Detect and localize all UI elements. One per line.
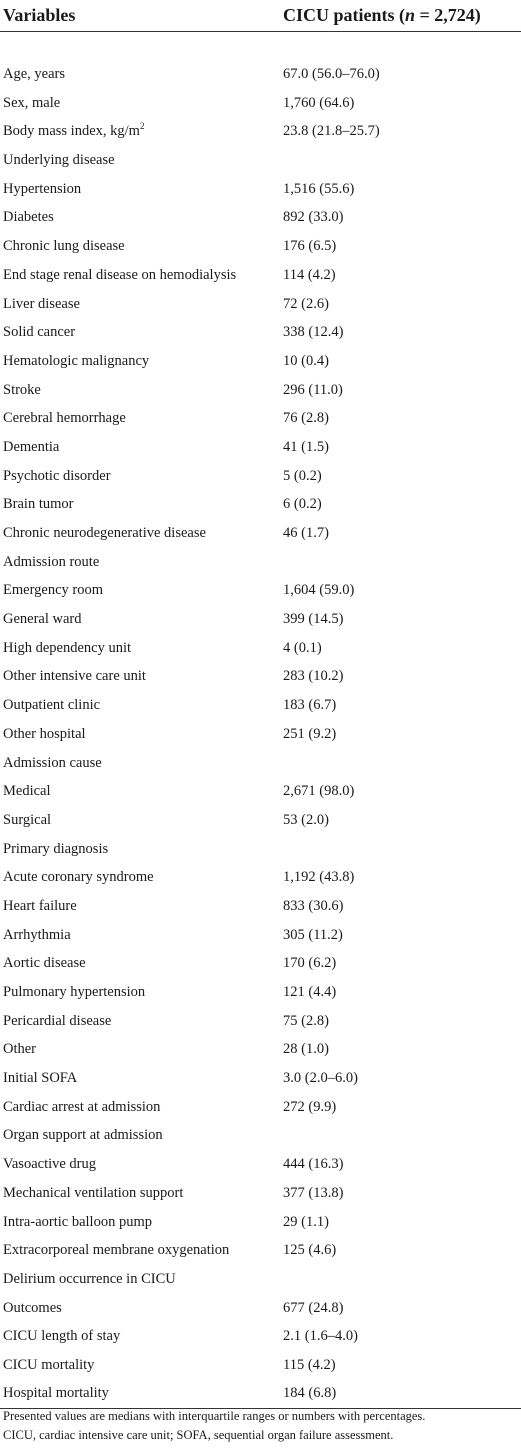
table-row bbox=[0, 950, 521, 979]
spacer-cell bbox=[0, 32, 521, 61]
row-label bbox=[0, 1294, 283, 1323]
row-value: 5 (0.2) bbox=[283, 467, 322, 484]
row-label-text: Acute coronary syndrome bbox=[3, 869, 154, 886]
row-label bbox=[0, 691, 283, 720]
row-value bbox=[283, 548, 521, 577]
table-row bbox=[0, 1007, 521, 1036]
header-prefix: CICU patients ( bbox=[283, 5, 406, 25]
table-row bbox=[0, 835, 521, 864]
row-value: 67.0 (56.0–76.0) bbox=[283, 66, 380, 83]
row-label bbox=[0, 1007, 283, 1036]
row-value: 305 (11.2) bbox=[283, 926, 343, 943]
row-value: 28 (1.0) bbox=[283, 1041, 329, 1058]
row-value: 3.0 (2.0–6.0) bbox=[283, 1070, 358, 1087]
row-label bbox=[0, 1036, 283, 1065]
table-row bbox=[0, 577, 521, 606]
table-row bbox=[0, 347, 521, 376]
row-label bbox=[0, 1093, 283, 1122]
row-value: 1,604 (59.0) bbox=[283, 582, 355, 599]
row-label bbox=[0, 863, 283, 892]
table-row bbox=[0, 232, 521, 261]
row-label bbox=[0, 1265, 283, 1294]
table-row bbox=[0, 462, 521, 491]
row-label-text: Pericardial disease bbox=[3, 1012, 112, 1029]
row-label-text: Underlying disease bbox=[3, 152, 115, 169]
row-value: 183 (6.7) bbox=[283, 697, 337, 714]
row-label bbox=[0, 146, 283, 175]
table-row bbox=[0, 1322, 521, 1351]
table-row bbox=[0, 118, 521, 147]
row-label bbox=[0, 835, 283, 864]
row-label-text: Aortic disease bbox=[3, 955, 86, 972]
table-header bbox=[0, 0, 521, 32]
row-label-text: Primary diagnosis bbox=[3, 840, 109, 857]
row-label bbox=[0, 261, 283, 290]
table-row bbox=[0, 1294, 521, 1323]
row-label-text: Arrhythmia bbox=[3, 926, 71, 943]
table-row bbox=[0, 1093, 521, 1122]
row-value: 10 (0.4) bbox=[283, 352, 329, 369]
row-label bbox=[0, 605, 283, 634]
row-label-text: Mechanical ventilation support bbox=[3, 1184, 184, 1201]
row-value: 114 (4.2) bbox=[283, 266, 336, 283]
row-label bbox=[0, 89, 283, 118]
row-value bbox=[283, 749, 521, 778]
header-row bbox=[0, 0, 521, 32]
row-label bbox=[0, 1236, 283, 1265]
row-label bbox=[0, 1064, 283, 1093]
row-value: 176 (6.5) bbox=[283, 238, 337, 255]
row-label-text: Outcomes bbox=[3, 1299, 62, 1316]
row-label bbox=[0, 806, 283, 835]
table-row bbox=[0, 1351, 521, 1380]
row-label bbox=[0, 347, 283, 376]
row-value: 121 (4.4) bbox=[283, 984, 337, 1001]
row-label-text: CICU length of stay bbox=[3, 1328, 121, 1345]
row-label-text: Outpatient clinic bbox=[3, 697, 101, 714]
row-label-text: Cerebral hemorrhage bbox=[3, 410, 126, 427]
table-row bbox=[0, 663, 521, 692]
row-label bbox=[0, 1322, 283, 1351]
row-label-text: Admission route bbox=[3, 553, 100, 570]
row-label-text: Other intensive care unit bbox=[3, 668, 146, 685]
row-label bbox=[0, 462, 283, 491]
table-row bbox=[0, 146, 521, 175]
row-value: 41 (1.5) bbox=[283, 438, 329, 455]
row-label-text: Solid cancer bbox=[3, 324, 76, 341]
row-label bbox=[0, 1179, 283, 1208]
row-label-text: Diabetes bbox=[3, 209, 54, 226]
row-label-text: Vasoactive drug bbox=[3, 1156, 97, 1173]
row-label bbox=[0, 1208, 283, 1237]
row-label-text: Brain tumor bbox=[3, 496, 74, 513]
row-label-text: Surgical bbox=[3, 811, 52, 828]
row-value: 892 (33.0) bbox=[283, 209, 344, 226]
row-label bbox=[0, 60, 283, 89]
row-label-text: Chronic neurodegenerative disease bbox=[3, 525, 206, 542]
row-value: 72 (2.6) bbox=[283, 295, 329, 312]
row-value: 833 (30.6) bbox=[283, 897, 344, 914]
row-label bbox=[0, 892, 283, 921]
table-row bbox=[0, 318, 521, 347]
table-row bbox=[0, 404, 521, 433]
row-value bbox=[283, 835, 521, 864]
row-value: 53 (2.0) bbox=[283, 811, 329, 828]
row-value: 283 (10.2) bbox=[283, 668, 344, 685]
table-row bbox=[0, 1122, 521, 1151]
row-label-text: Pulmonary hypertension bbox=[3, 984, 146, 1001]
row-label-text: Other bbox=[3, 1041, 37, 1058]
row-value bbox=[283, 146, 521, 175]
table-row bbox=[0, 204, 521, 233]
row-value: 1,516 (55.6) bbox=[283, 180, 355, 197]
table-row bbox=[0, 519, 521, 548]
header-cicu-patients bbox=[283, 0, 521, 32]
row-label-text: Organ support at admission bbox=[3, 1127, 163, 1144]
row-value: 75 (2.8) bbox=[283, 1012, 329, 1029]
row-label-text: Emergency room bbox=[3, 582, 103, 599]
table-row bbox=[0, 634, 521, 663]
table-row bbox=[0, 1380, 521, 1409]
row-label bbox=[0, 376, 283, 405]
row-label-text: Body mass index, kg/m bbox=[3, 123, 140, 140]
row-value: 125 (4.6) bbox=[283, 1242, 337, 1259]
table-row bbox=[0, 261, 521, 290]
row-label bbox=[0, 921, 283, 950]
row-value: 6 (0.2) bbox=[283, 496, 322, 513]
table-row bbox=[0, 921, 521, 950]
row-value: 2.1 (1.6–4.0) bbox=[283, 1328, 358, 1345]
row-label bbox=[0, 175, 283, 204]
table-row bbox=[0, 1036, 521, 1065]
row-label bbox=[0, 978, 283, 1007]
row-value: 338 (12.4) bbox=[283, 324, 344, 341]
row-label bbox=[0, 1380, 283, 1409]
row-label bbox=[0, 519, 283, 548]
row-label-text: CICU mortality bbox=[3, 1356, 95, 1373]
row-label bbox=[0, 290, 283, 319]
row-label bbox=[0, 433, 283, 462]
table-row bbox=[0, 175, 521, 204]
row-label bbox=[0, 404, 283, 433]
row-label-text: Medical bbox=[3, 783, 51, 800]
row-value: 29 (1.1) bbox=[283, 1213, 329, 1230]
row-label-text: High dependency unit bbox=[3, 639, 132, 656]
row-value: 399 (14.5) bbox=[283, 611, 344, 628]
table-row bbox=[0, 1208, 521, 1237]
table-row bbox=[0, 1265, 521, 1294]
row-label bbox=[0, 749, 283, 778]
row-label-text: Heart failure bbox=[3, 897, 77, 914]
row-value: 184 (6.8) bbox=[283, 1380, 521, 1409]
footnote-line-2: CICU, cardiac intensive care unit; SOFA, sequential organ failure assessment. bbox=[3, 1428, 394, 1442]
row-label-text: Dementia bbox=[3, 438, 60, 455]
row-label-text: Admission cause bbox=[3, 754, 102, 771]
table-footnote bbox=[3, 1407, 518, 1445]
table-row bbox=[0, 1179, 521, 1208]
row-value: 115 (4.2) bbox=[283, 1356, 336, 1373]
row-label bbox=[0, 950, 283, 979]
table-row bbox=[0, 777, 521, 806]
table-row bbox=[0, 60, 521, 89]
table-row bbox=[0, 376, 521, 405]
table-row bbox=[0, 806, 521, 835]
row-label-text: Chronic lung disease bbox=[3, 238, 125, 255]
table-row bbox=[0, 892, 521, 921]
footnote-line-1: Presented values are medians with interquartile ranges or numbers with percentages. bbox=[3, 1409, 426, 1423]
header-spacer bbox=[0, 32, 521, 61]
row-label bbox=[0, 1150, 283, 1179]
row-label-text: Psychotic disorder bbox=[3, 467, 111, 484]
row-value: 2,671 (98.0) bbox=[283, 783, 355, 800]
row-label-text: End stage renal disease on hemodialysis bbox=[3, 266, 237, 283]
row-value bbox=[283, 1122, 521, 1151]
row-label bbox=[0, 491, 283, 520]
row-label bbox=[0, 548, 283, 577]
row-label-text: Liver disease bbox=[3, 295, 80, 312]
table-row bbox=[0, 978, 521, 1007]
table-row bbox=[0, 89, 521, 118]
row-value: 170 (6.2) bbox=[283, 955, 337, 972]
row-value: 677 (24.8) bbox=[283, 1299, 344, 1316]
row-value: 444 (16.3) bbox=[283, 1156, 344, 1173]
row-label-text: Other hospital bbox=[3, 725, 86, 742]
row-label-superscript: 2 bbox=[139, 121, 145, 132]
row-label-text: General ward bbox=[3, 611, 82, 628]
row-label bbox=[0, 232, 283, 261]
header-n: n bbox=[405, 5, 416, 25]
table-row bbox=[0, 691, 521, 720]
table-row bbox=[0, 720, 521, 749]
table-row bbox=[0, 1150, 521, 1179]
row-value: 76 (2.8) bbox=[283, 410, 329, 427]
table-row bbox=[0, 548, 521, 577]
row-label bbox=[0, 777, 283, 806]
row-value: 251 (9.2) bbox=[283, 725, 337, 742]
row-label-text: Hypertension bbox=[3, 180, 82, 197]
row-value: 272 (9.9) bbox=[283, 1098, 337, 1115]
table-row bbox=[0, 290, 521, 319]
header-suffix: = 2,724) bbox=[415, 5, 481, 25]
table-row bbox=[0, 491, 521, 520]
table-body bbox=[0, 32, 521, 1409]
row-label bbox=[0, 634, 283, 663]
table-row bbox=[0, 1236, 521, 1265]
row-label-text: Initial SOFA bbox=[3, 1070, 78, 1087]
row-value: 1,192 (43.8) bbox=[283, 869, 355, 886]
row-label bbox=[0, 720, 283, 749]
table-row bbox=[0, 749, 521, 778]
row-label bbox=[0, 577, 283, 606]
row-value: 296 (11.0) bbox=[283, 381, 343, 398]
row-label bbox=[0, 318, 283, 347]
header-variables: Variables bbox=[0, 0, 283, 32]
table-row bbox=[0, 605, 521, 634]
row-label-text: Sex, male bbox=[3, 94, 61, 111]
row-label bbox=[0, 1351, 283, 1380]
row-label bbox=[0, 204, 283, 233]
table-row bbox=[0, 863, 521, 892]
row-label-text: Extracorporeal membrane oxygenation bbox=[3, 1242, 230, 1259]
row-label bbox=[0, 663, 283, 692]
row-value: 46 (1.7) bbox=[283, 525, 329, 542]
row-label-text: Hematologic malignancy bbox=[3, 352, 150, 369]
table-row bbox=[0, 433, 521, 462]
row-label-text: Intra-aortic balloon pump bbox=[3, 1213, 152, 1230]
row-label bbox=[0, 118, 283, 147]
row-value: 1,760 (64.6) bbox=[283, 94, 355, 111]
table-row bbox=[0, 1064, 521, 1093]
row-label-text: Hospital mortality bbox=[3, 1385, 109, 1402]
row-value: 377 (13.8) bbox=[283, 1184, 344, 1201]
row-label-text: Delirium occurrence in CICU bbox=[3, 1270, 176, 1287]
row-label-text: Stroke bbox=[3, 381, 41, 398]
row-value: 23.8 (21.8–25.7) bbox=[283, 123, 380, 140]
row-label-text: Age, years bbox=[3, 66, 66, 83]
row-label-text: Cardiac arrest at admission bbox=[3, 1098, 161, 1115]
row-value: 4 (0.1) bbox=[283, 639, 322, 656]
row-label bbox=[0, 1122, 283, 1151]
row-value bbox=[283, 1265, 521, 1294]
